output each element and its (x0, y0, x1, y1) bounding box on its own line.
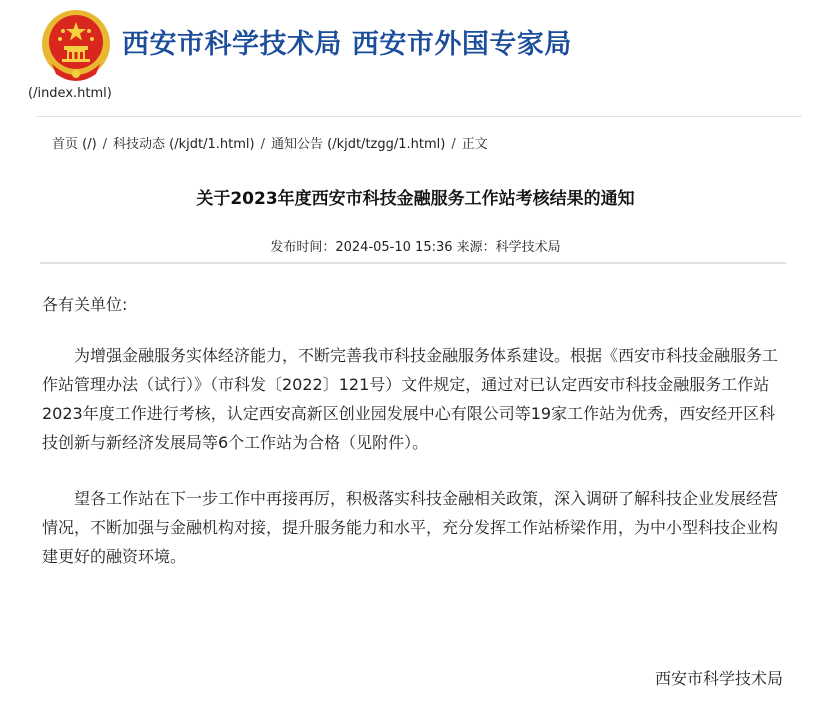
breadcrumb-science-news[interactable]: 科技动态 (/kjdt/1.html) (113, 137, 255, 152)
article-meta: 发布时间：2024-05-10 15:36 来源：科学技术局 (270, 240, 561, 255)
breadcrumb-notices[interactable]: 通知公告 (/kjdt/tzgg/1.html) (270, 137, 446, 152)
breadcrumb-separator: / (260, 137, 265, 152)
breadcrumb-separator: / (102, 137, 108, 152)
breadcrumb (52, 133, 488, 152)
home-link[interactable]: (/index.html) (28, 86, 112, 101)
site-title[interactable]: 西安市科学技术局 西安市外国专家局 (122, 29, 572, 60)
paragraph-2: 望各工作站在下一步工作中再接再厉，积极落实科技金融相关政策，深入调研了解科技企业发展经营情况，不断加强与金融机构对接，提升服务能力和水平，充分发挥工作站桥梁作用，为中小型科技企业构建更好的融资环境。 (42, 489, 779, 566)
national-emblem-icon[interactable] (38, 8, 114, 84)
breadcrumb-current: 正文 (461, 137, 488, 152)
article-body (42, 290, 786, 598)
header-divider (36, 116, 802, 117)
article-title: 关于2023年度西安市科技金融服务工作站考核结果的通知 (196, 189, 635, 209)
breadcrumb-separator: / (451, 137, 456, 152)
meta-divider (40, 262, 786, 264)
signature: 西安市科学技术局 (654, 669, 783, 688)
site-header (0, 0, 831, 116)
breadcrumb-home[interactable]: 首页 (/) (52, 137, 97, 152)
paragraph-1: 为增强金融服务实体经济能力，不断完善我市科技金融服务体系建设。根据《西安市科技金融服务工作站管理办法（试行）》（市科发〔2022〕121号）文件规定，通过对已认定西安市科技金融服务工作站2023年度工作进行考核，认定西安高新区创业园发展中心有限公司等19家工作站为优秀，西安经开区科技创新与新经济发展局等6个工作站为合格（见附件）。 (42, 346, 779, 452)
salutation: 各有关单位: (42, 295, 128, 314)
